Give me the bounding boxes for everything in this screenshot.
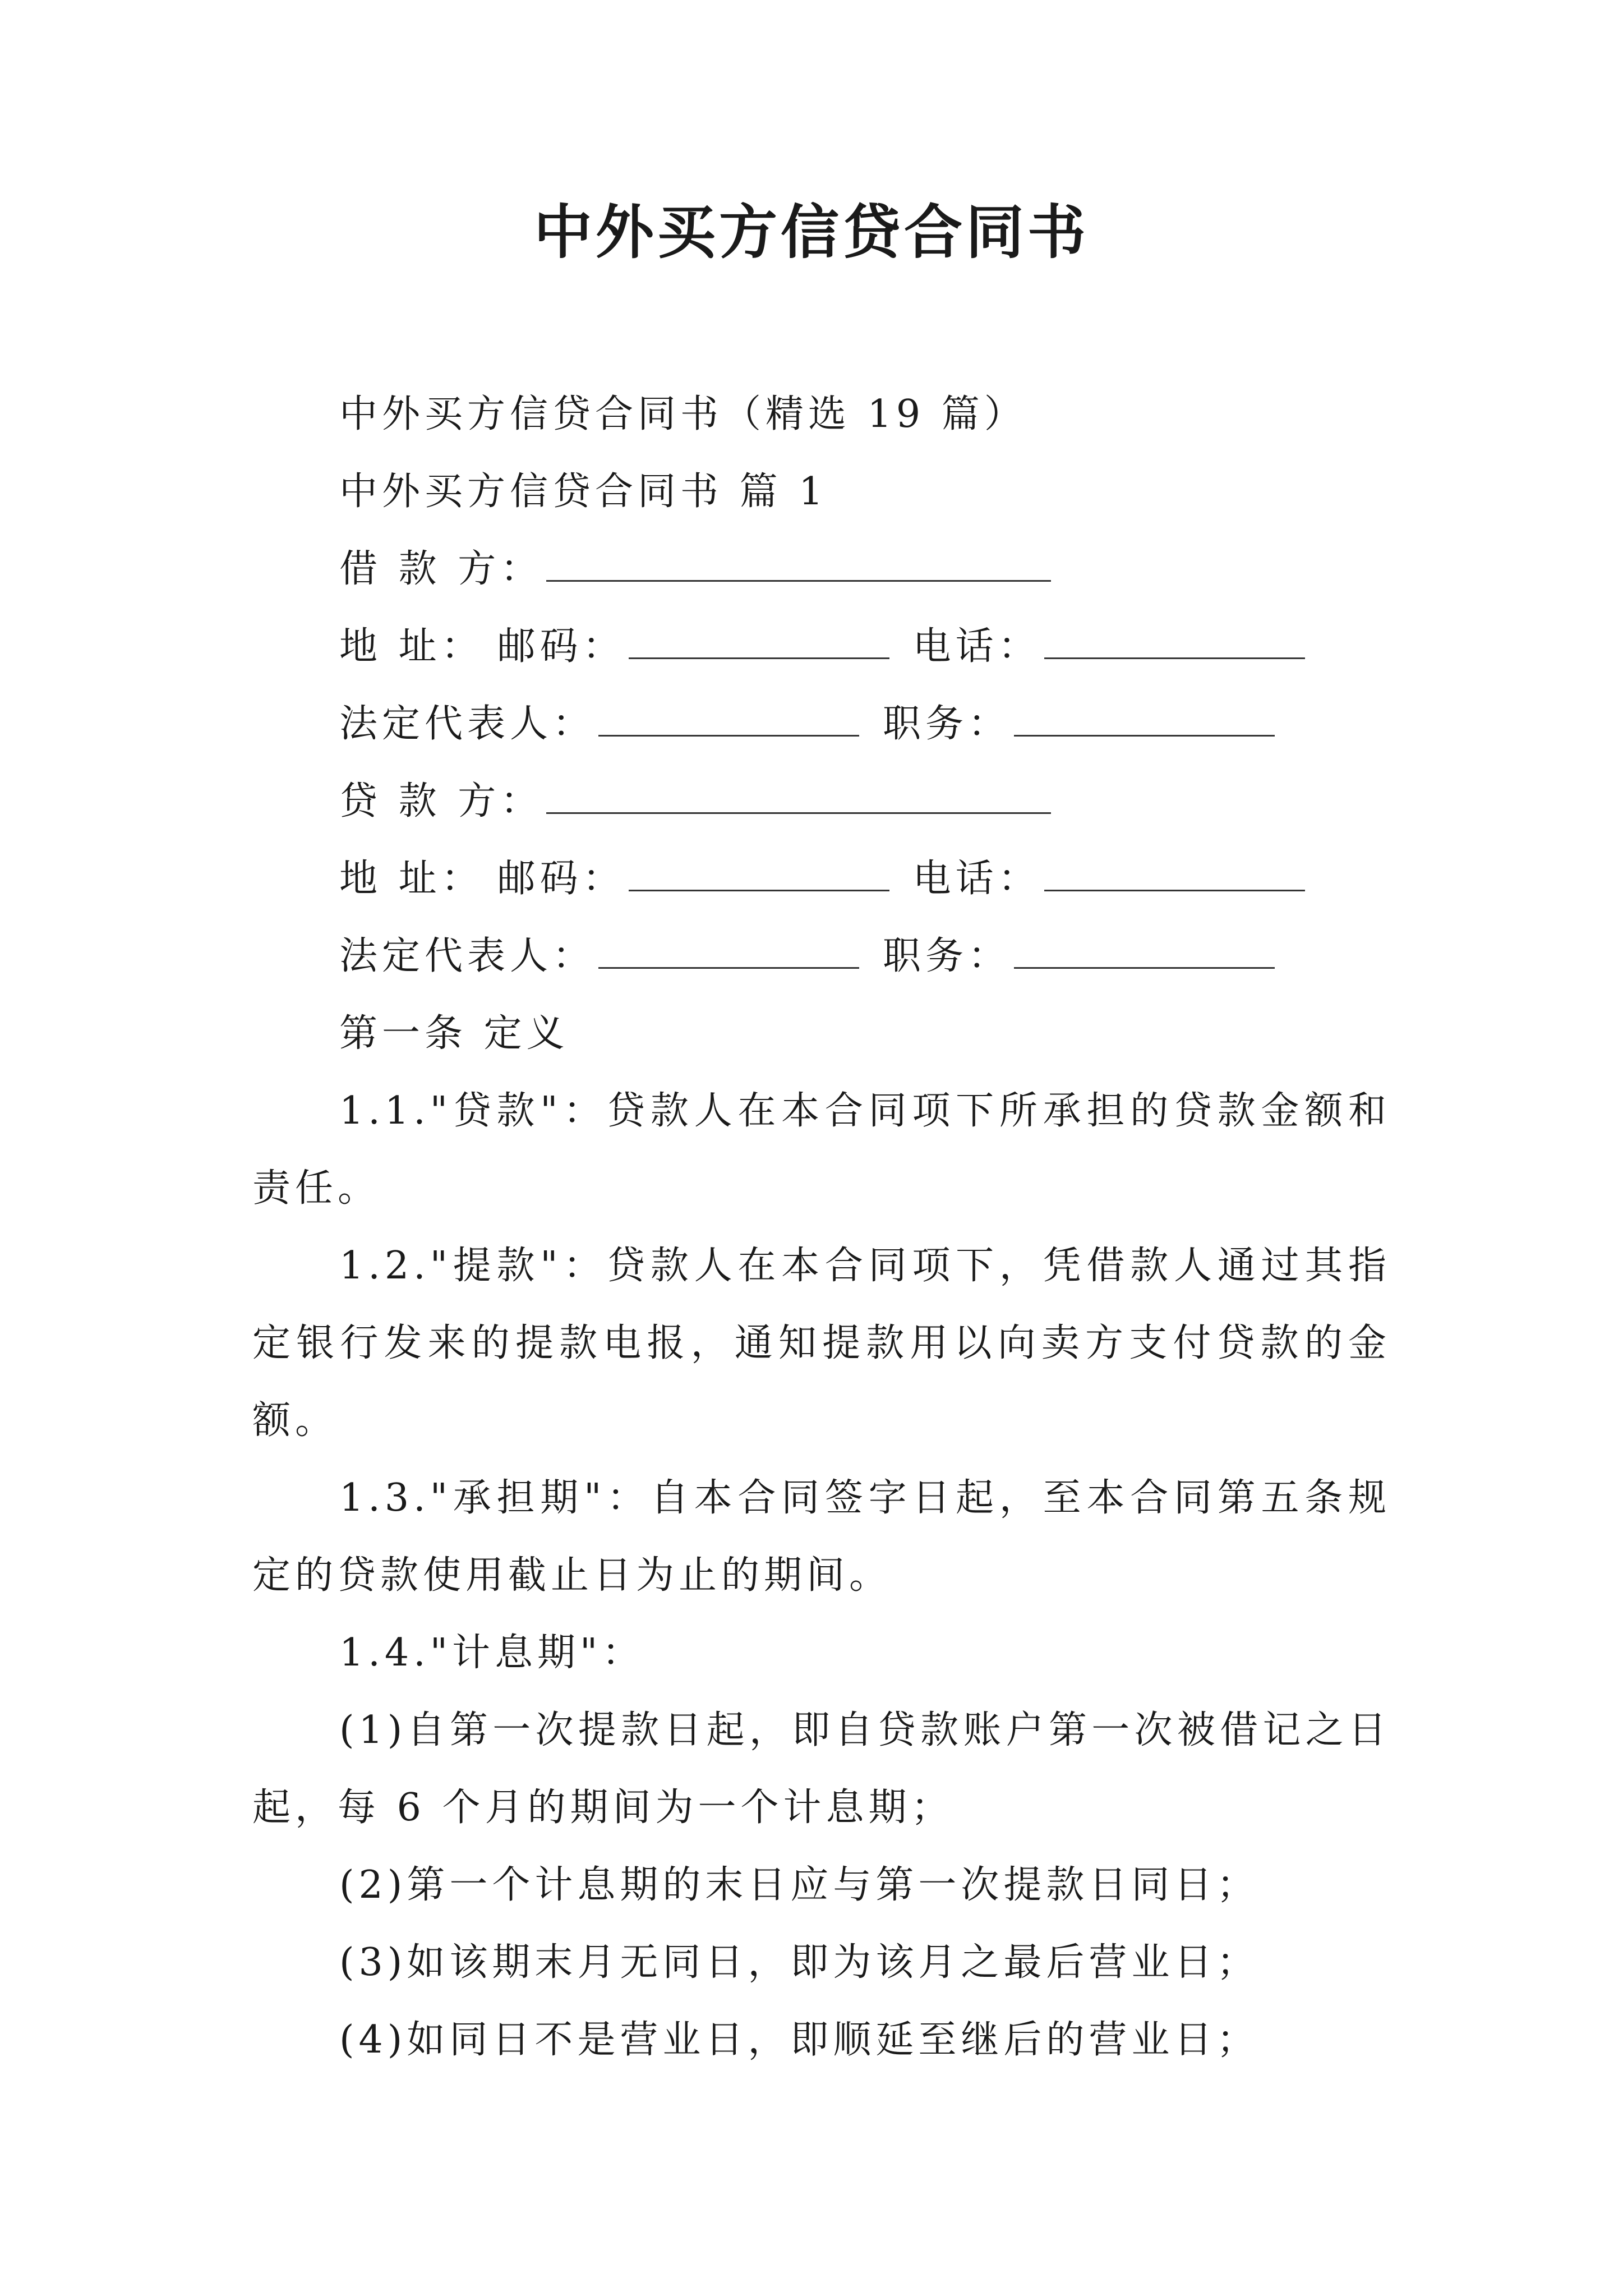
clause-1-4-item-1: (1)自第一次提款日起，即自贷款账户第一次被借记之日起，每 6 个月的期间为一个计息期； <box>252 1708 1391 1830</box>
section-heading: 中外买方信贷合同书 篇 1 <box>339 470 828 514</box>
borrower-position-label: 职务： <box>883 702 1011 746</box>
clause-1-1: 1.1."贷款"：贷款人在本合同项下所承担的贷款金额和责任。 <box>252 1089 1391 1211</box>
borrower-row <box>252 531 1391 608</box>
article-1-heading: 第一条 定义 <box>339 1011 569 1056</box>
clause-1-4-item-2: (2)第一个计息期的末日应与第一次提款日同日； <box>339 1863 1260 1907</box>
borrower-position-blank <box>1014 702 1275 737</box>
lender-name-blank <box>546 780 1051 814</box>
lender-address-label: 地 址： <box>339 857 484 901</box>
lender-label: 贷 款 方： <box>339 779 543 823</box>
clause-1-4: 1.4."计息期"： <box>339 1631 645 1675</box>
lender-rep-label: 法定代表人： <box>339 934 596 978</box>
borrower-phone-blank <box>1044 625 1305 659</box>
borrower-rep-label: 法定代表人： <box>339 702 596 746</box>
clause-1-4-item-4: (4)如同日不是营业日，即顺延至继后的营业日； <box>339 2018 1260 2062</box>
lender-position-label: 职务： <box>883 934 1011 978</box>
clause-1-4-item-3: (3)如该期末月无同日，即为该月之最后营业日； <box>339 1940 1260 1985</box>
lender-postcode-label: 邮码： <box>497 857 625 901</box>
borrower-postcode-blank <box>629 625 889 659</box>
lender-row <box>252 763 1391 840</box>
document-body <box>252 376 1391 2079</box>
document-title: 中外买方信贷合同书 <box>533 197 1089 266</box>
lender-rep-blank <box>598 935 859 969</box>
document-subtitle: 中外买方信贷合同书（精选 19 篇） <box>339 392 1027 436</box>
borrower-label: 借 款 方： <box>339 547 543 591</box>
borrower-address-label: 地 址： <box>339 624 484 669</box>
lender-rep-row <box>252 918 1391 995</box>
clause-1-2: 1.2."提款"：贷款人在本合同项下，凭借款人通过其指定银行发来的提款电报，通知提款用以向卖方支付贷款的金额。 <box>252 1244 1391 1443</box>
borrower-postcode-label: 邮码： <box>497 624 625 669</box>
lender-postcode-blank <box>629 857 889 891</box>
borrower-name-blank <box>546 547 1051 582</box>
borrower-rep-blank <box>598 702 859 737</box>
lender-phone-blank <box>1044 857 1305 891</box>
lender-position-blank <box>1014 935 1275 969</box>
lender-phone-label: 电话： <box>912 857 1041 901</box>
borrower-phone-label: 电话： <box>912 624 1041 669</box>
borrower-address-row <box>252 608 1391 685</box>
lender-address-row <box>252 840 1391 918</box>
clause-1-3: 1.3."承担期"：自本合同签字日起，至本合同第五条规定的贷款使用截止日为止的期间。 <box>252 1476 1391 1598</box>
borrower-rep-row <box>252 685 1391 763</box>
